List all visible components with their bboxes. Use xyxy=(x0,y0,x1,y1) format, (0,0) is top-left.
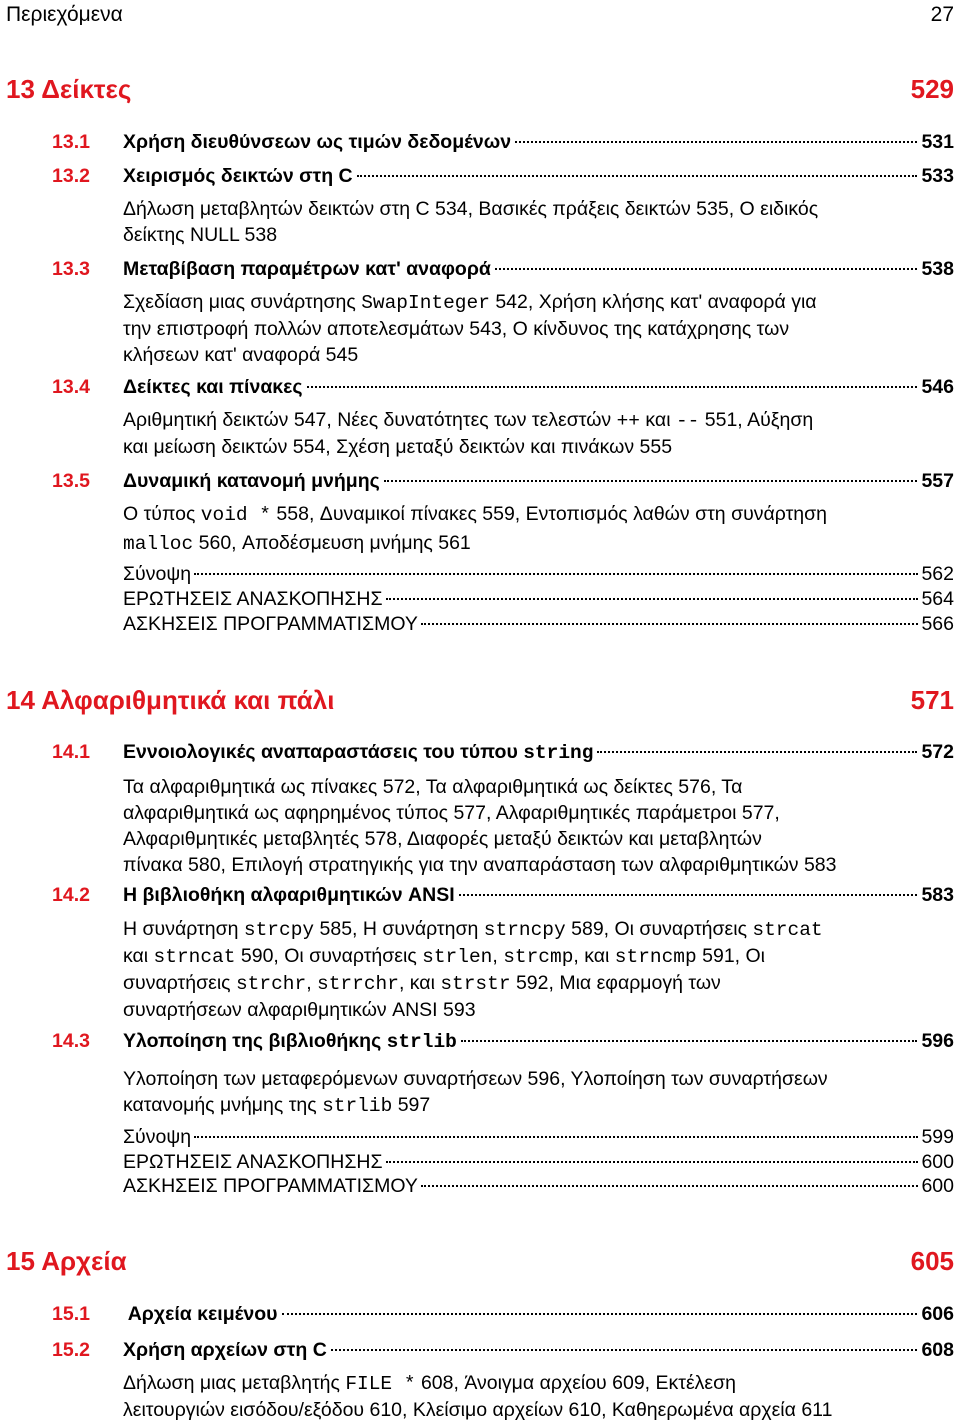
backmatter-title: ΕΡΩΤΗΣΕΙΣ ΑΝΑΣΚΟΠΗΣΗΣ xyxy=(123,1151,383,1173)
description-line: Αλφαριθμητικές μεταβλητές 578, Διαφορές μεταξύ δεικτών και μεταβλητών xyxy=(123,828,762,850)
dot-leader xyxy=(495,268,918,270)
toc-entry-15-1[interactable] xyxy=(52,1303,954,1326)
description-line: Δήλωση μιας μεταβλητής FILE * 608, Άνοιγμα αρχείου 609, Εκτέλεση xyxy=(123,1372,736,1395)
description-line: Η συνάρτηση strcpy 585, Η συνάρτηση strncpy 589, Οι συναρτήσεις strcat xyxy=(123,918,823,941)
description-line: πίνακα 580, Επιλογή στρατηγικής για την αναπαράσταση των αλφαριθμητικών 583 xyxy=(123,854,837,876)
backmatter-page: 562 xyxy=(921,563,954,585)
dot-leader xyxy=(307,386,918,388)
section-page: 538 xyxy=(921,258,954,280)
section-page: 608 xyxy=(921,1339,954,1361)
dot-leader xyxy=(384,480,918,482)
code-identifier: strcat xyxy=(752,919,823,941)
section-number: 14.2 xyxy=(52,884,90,906)
description-line: και μείωση δεικτών 554, Σχέση μεταξύ δεικτών και πινάκων 555 xyxy=(123,436,673,458)
chapter-title: Αλφαριθμητικά και πάλι xyxy=(41,685,335,715)
dot-leader xyxy=(459,894,918,896)
code-identifier: strcmp xyxy=(503,946,574,968)
description-line: την επιστροφή πολλών αποτελεσμάτων 543, Ο κίνδυνος της κατάχρησης των xyxy=(123,318,790,340)
chapter-number: 14 xyxy=(6,685,35,715)
toc-entry-14-1[interactable] xyxy=(52,741,954,764)
section-description xyxy=(123,916,823,1023)
description-line: Υλοποίηση των μεταφερόμενων συναρτήσεων 596, Υλοποίηση των συναρτήσεων xyxy=(123,1068,828,1090)
backmatter-title: Σύνοψη xyxy=(123,1126,192,1148)
toc-entry-review-questions[interactable] xyxy=(123,1151,954,1174)
section-title: Η βιβλιοθήκη αλφαριθμητικών ANSI xyxy=(123,884,455,906)
code-identifier: strncmp xyxy=(614,946,697,968)
code-identifier: strncpy xyxy=(483,919,566,941)
section-title: Εννοιολογικές αναπαραστάσεις του τύπου string xyxy=(123,741,594,764)
code-identifier: strcpy xyxy=(243,919,315,941)
dot-leader xyxy=(282,1313,918,1315)
section-title: Χρήση αρχείων στη C xyxy=(123,1339,327,1361)
code-identifier: strrchr xyxy=(317,973,399,995)
description-line: λειτουργιών εισόδου/εξόδου 610, Κλείσιμο αρχείων 610, Καθηερωμένα αρχεία 611 xyxy=(123,1399,833,1421)
section-number: 13.1 xyxy=(52,131,90,153)
backmatter-title: Σύνοψη xyxy=(123,563,192,585)
dot-leader xyxy=(421,1185,919,1187)
code-identifier: SwapInteger xyxy=(361,292,490,314)
section-description xyxy=(123,501,827,557)
description-line: και strncat 590, Οι συναρτήσεις strlen, strcmp, και strncmp 591, Οι xyxy=(123,945,766,968)
code-identifier: strchr xyxy=(235,973,307,995)
chapter-title: Αρχεία xyxy=(41,1246,127,1276)
code-identifier: string xyxy=(523,742,594,764)
toc-entry-13-5[interactable] xyxy=(52,470,954,493)
description-line: συναρτήσεων αλφαριθμητικών ANSI 593 xyxy=(123,999,476,1021)
dot-leader xyxy=(421,623,919,625)
section-page: 583 xyxy=(921,884,954,906)
description-line: κατανομής μνήμης της strlib 597 xyxy=(123,1094,431,1117)
code-identifier: malloc xyxy=(123,533,194,555)
toc-entry-14-2[interactable] xyxy=(52,884,954,907)
description-line: κλήσεων κατ' αναφορά 545 xyxy=(123,344,359,366)
chapter-number: 15 xyxy=(6,1246,35,1276)
dot-leader xyxy=(194,573,918,575)
section-number: 13.5 xyxy=(52,470,90,492)
description-line: αλφαριθμητικά ως αφηρημένος τύπος 577, Αλφαριθμητικές παράμετροι 577, xyxy=(123,802,780,824)
backmatter-page: 564 xyxy=(921,588,954,610)
code-identifier: void * xyxy=(200,504,272,526)
code-identifier: FILE * xyxy=(345,1373,416,1395)
toc-entry-programming-exercises[interactable] xyxy=(123,1175,954,1198)
chapter-13-heading[interactable] xyxy=(6,74,954,105)
section-page: 546 xyxy=(921,376,954,398)
dot-leader xyxy=(331,1349,918,1351)
dot-leader xyxy=(357,175,918,177)
description-line: Δήλωση μεταβλητών δεικτών στη C 534, Βασικές πράξεις δεικτών 535, Ο ειδικός xyxy=(123,198,819,220)
section-description xyxy=(123,407,813,460)
dot-leader xyxy=(194,1136,918,1138)
code-identifier: strncat xyxy=(153,946,236,968)
chapter-page: 571 xyxy=(910,685,954,715)
backmatter-title: ΑΣΚΗΣΕΙΣ ΠΡΟΓΡΑΜΜΑΤΙΣΜΟΥ xyxy=(123,1175,418,1197)
description-line: συναρτήσεις strchr, strrchr, και strstr 592, Μια εφαρμογή των xyxy=(123,972,721,995)
section-title: Δείκτες και πίνακες xyxy=(123,376,303,398)
dot-leader xyxy=(597,751,917,753)
section-title: Αρχεία κειμένου xyxy=(123,1303,278,1325)
section-number: 13.3 xyxy=(52,258,90,280)
description-line: δείκτης NULL 538 xyxy=(123,224,278,246)
section-description xyxy=(123,774,837,878)
section-page: 533 xyxy=(921,165,954,187)
backmatter-title: ΑΣΚΗΣΕΙΣ ΠΡΟΓΡΑΜΜΑΤΙΣΜΟΥ xyxy=(123,613,418,635)
chapter-page: 529 xyxy=(910,74,954,104)
section-number: 14.3 xyxy=(52,1030,90,1052)
dot-leader xyxy=(461,1040,918,1042)
code-operator: -- xyxy=(675,410,700,432)
running-header-page: 27 xyxy=(930,3,954,26)
section-title: Χειρισμός δεικτών στη C xyxy=(123,165,353,187)
section-page: 606 xyxy=(921,1303,954,1325)
chapter-title: Δείκτες xyxy=(41,74,132,104)
section-number: 15.1 xyxy=(52,1303,90,1325)
toc-entry-14-3[interactable] xyxy=(52,1030,954,1053)
toc-entry-summary[interactable] xyxy=(123,563,954,586)
toc-entry-15-2[interactable] xyxy=(52,1339,954,1362)
section-description xyxy=(123,196,818,248)
backmatter-page: 566 xyxy=(921,613,954,635)
section-page: 531 xyxy=(921,131,954,153)
backmatter-page: 600 xyxy=(921,1175,954,1197)
section-number: 13.4 xyxy=(52,376,90,398)
description-line: Ο τύπος void * 558, Δυναμικοί πίνακες 559, Εντοπισμός λαθών στη συνάρτηση xyxy=(123,503,828,526)
description-line: Αριθμητική δεικτών 547, Νέες δυνατότητες των τελεστών ++ και -- 551, Αύξηση xyxy=(123,409,814,432)
toc-entry-13-2[interactable] xyxy=(52,165,954,188)
dot-leader xyxy=(386,598,919,600)
code-identifier: strstr xyxy=(440,973,511,995)
description-line: malloc 560, Αποδέσμευση μνήμης 561 xyxy=(123,532,471,555)
section-title: Χρήση διευθύνσεων ως τιμών δεδομένων xyxy=(123,131,512,153)
section-number: 13.2 xyxy=(52,165,90,187)
chapter-number: 13 xyxy=(6,74,35,104)
toc-entry-13-4[interactable] xyxy=(52,376,954,399)
chapter-14-heading[interactable] xyxy=(6,685,954,716)
toc-entry-programming-exercises[interactable] xyxy=(123,613,954,636)
code-identifier: strlen xyxy=(422,946,493,968)
code-identifier: strlib xyxy=(386,1031,457,1053)
section-description xyxy=(123,1066,828,1119)
section-page: 557 xyxy=(921,470,954,492)
section-description xyxy=(123,1370,832,1423)
toc-entry-13-1[interactable] xyxy=(52,131,954,154)
toc-entry-summary[interactable] xyxy=(123,1126,954,1149)
code-identifier: strlib xyxy=(322,1095,393,1117)
section-description xyxy=(123,289,817,368)
chapter-page: 605 xyxy=(910,1246,954,1276)
section-title: Υλοποίηση της βιβλιοθήκης strlib xyxy=(123,1030,457,1053)
section-number: 15.2 xyxy=(52,1339,90,1361)
backmatter-page: 600 xyxy=(921,1151,954,1173)
section-page: 572 xyxy=(921,741,954,763)
dot-leader xyxy=(386,1161,919,1163)
section-number: 14.1 xyxy=(52,741,90,763)
backmatter-title: ΕΡΩΤΗΣΕΙΣ ΑΝΑΣΚΟΠΗΣΗΣ xyxy=(123,588,383,610)
section-title: Μεταβίβαση παραμέτρων κατ' αναφορά xyxy=(123,258,491,280)
toc-entry-review-questions[interactable] xyxy=(123,588,954,611)
chapter-15-heading[interactable] xyxy=(6,1246,954,1277)
backmatter-page: 599 xyxy=(921,1126,954,1148)
description-line: Τα αλφαριθμητικά ως πίνακες 572, Τα αλφαριθμητικά ως δείκτες 576, Τα xyxy=(123,776,743,798)
toc-entry-13-3[interactable] xyxy=(52,258,954,281)
section-page: 596 xyxy=(921,1030,954,1052)
code-operator: ++ xyxy=(616,410,640,432)
dot-leader xyxy=(515,141,917,143)
section-title: Δυναμική κατανομή μνήμης xyxy=(123,470,380,492)
description-line: Σχεδίαση μιας συνάρτησης SwapInteger 542, Χρήση κλήσης κατ' αναφορά για xyxy=(123,291,817,314)
running-header-title: Περιεχόμενα xyxy=(6,3,123,26)
